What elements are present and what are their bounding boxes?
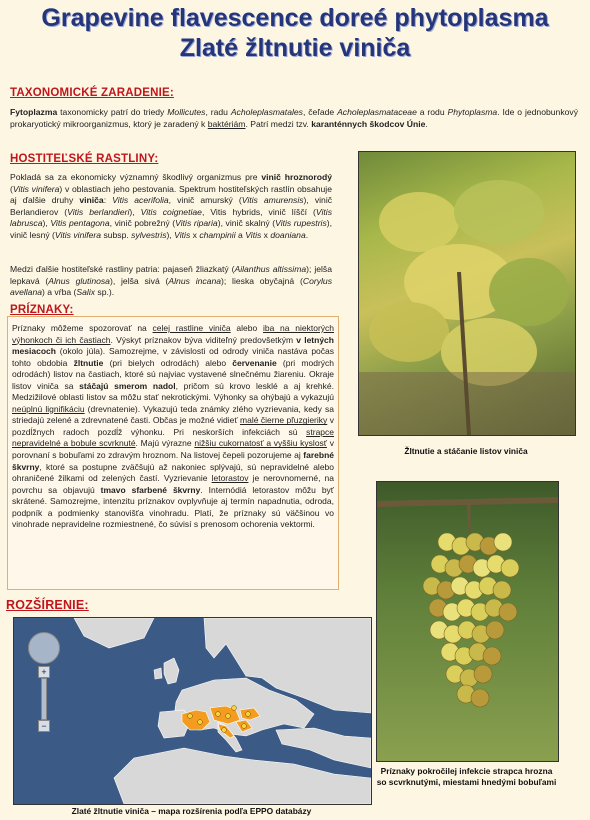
grape-berry [499, 603, 517, 621]
taxonomy-text: Fytoplazma taxonomicky patrí do triedy Mollicutes, radu Acholeplasmatales, čeľade Acholeplasmataceae a rodu Phytoplasma. Ide o jednobunkový prokaryotický mikroorganizmus, ktorý je zaradený k baktériám. Patrí medzi tzv. karanténnych škodcov Únie. [10, 107, 578, 129]
grape-berry [483, 647, 501, 665]
zoom-in-button[interactable]: + [38, 666, 50, 678]
leaves-caption: Žltnutie a stáčanie listov viniča [404, 446, 528, 456]
title-line-1: Grapevine flavescence doreé phytoplasma [41, 4, 549, 32]
grape-berry [474, 665, 492, 683]
grapes-caption: Príznaky pokročilej infekcie strapca hrozna so scvrknutými, miestami hnedými bobuľami [376, 766, 557, 787]
map-graphic [14, 618, 371, 804]
zoom-out-button[interactable]: − [38, 720, 50, 732]
symptoms-text: Príznaky môžeme spozorovať na celej rastline viniča alebo iba na niektorých výhonkoch či ich častiach. Výskyt príznakov býva viditeľný predovšetkým v letných mesiacoch (okolo júla). Samozrejme, v závislosti od odrody viniča nastáva počas tohto obdobia žltnutie (pri bielych odrodách) alebo červenanie (pri modrých odrodách) listov na častiach, ktoré sú najviac vystavené slnečnému žiareniu. Okraje listov viniča sa stáčajú smerom nadol, pričom sú krovo lesklé a aj krehké. Medzižilové oblasti listov sa môžu stať nekrotickými. Výhonky sa ohýbajú a vykazujú neúplnú lignifikáciu (drevnatenie). Vykazujú teda známky zlého vyzrievania, kedy sa striedajú zelené a zdrevnatené časti. Občas je možné vidieť malé čierne pľuzgieriky v pozdĺžnych radoch pozdĺž výhonku. Pri neskorších infekciách sú strapce nepravidelné a bobule scvrknuté. Majú výrazne nižšiu cukornatosť a vyššiu kyslosť v porovnaní s bobuľami zo zdravým hroznom. Na listovej čepeli pozorujeme aj farebné škvrny, ktoré sa postupne zväčšujú až nakoniec splývajú, sú nepravidelné alebo ohraničené žilkami od zelených častí. Vyzrievanie letorastov je nerovnomerné, na povrchu sa objavujú tmavo sfarbené škvrny. Internódiá letorastov môžu byť skrátené. Samozrejme, intenzitu príznakov ovplyvňuje aj termín napadnutia, odroda, podpník a podmienky stanovišťa vinohradu. Platí, že príznaky sú väčšinou vo vinohrade nepravidelne rozmiestnené, čo súvisí s prenosom ochorenia vektormi. [12, 323, 335, 530]
grapes-photo [376, 481, 559, 762]
leaves-image [359, 152, 575, 435]
hosts-heading: HOSTITEĽSKÉ RASTLINY: [10, 153, 159, 165]
grape-berry [486, 621, 504, 639]
map-pan-control[interactable] [28, 632, 60, 664]
grape-berry [471, 689, 489, 707]
taxonomy-heading: TAXONOMICKÉ ZARADENIE: [10, 87, 174, 99]
distribution-heading: ROZŠÍRENIE: [6, 598, 89, 612]
symptoms-heading: PRÍZNAKY: [10, 304, 74, 316]
distribution-map[interactable] [13, 617, 372, 805]
grape-berry [493, 581, 511, 599]
zoom-slider[interactable] [41, 678, 47, 720]
map-caption: Zlaté žltnutie viniča – mapa rozšírenia podľa EPPO databázy [71, 806, 312, 816]
grape-berry [501, 559, 519, 577]
hosts-text-2: Medzi ďalšie hostiteľské rastliny patria: pajaseň žliazkatý (Ailanthus altissima); jelša lepkavá (Alnus glutinosa), jelša sivá (Alnus incana); lieska obyčajná (Corylus avellana) a vŕba (Salix sp.). [10, 264, 333, 298]
grapes-image [377, 482, 558, 761]
hosts-text-1: Pokladá sa za ekonomicky významný škodlivý organizmus pre vinič hroznorodý (Vitis vinifera) v oblastiach jeho pestovania. Spektrum hostiteľských rastlín obsahuje aj ďalšie druhy viniča: Vitis acerifolia, vinič amurský (Vitis amurensis), vinič Berlandierov (Vitis berlandieri), Vitis coignetiae, Vitis hybrids, vinič líščí (Vitis labrusca), Vitis pentagona, vinič pobrežný (Vitis riparia), vinič skalný (Vitis rupestris), vinič lesný (Vitis vinifera subsp. sylvestris), Vitis x champinii a Vitis x doaniana. [10, 172, 333, 240]
leaves-photo [358, 151, 576, 436]
title-line-2: Zlaté žltnutie viniča [179, 34, 411, 62]
grape-berry [494, 533, 512, 551]
